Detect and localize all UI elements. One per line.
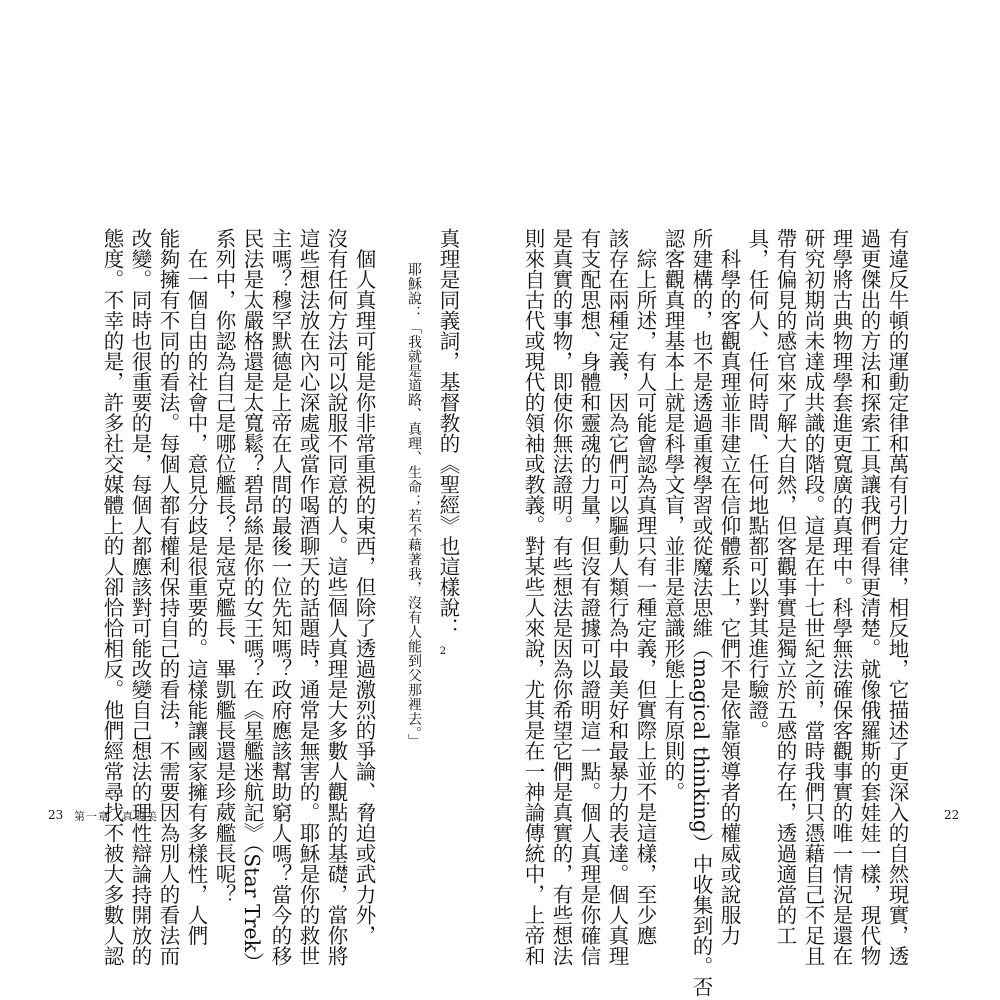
text-column: 該存在兩種定義，因為它們可以驅動人類行為中最美好和最暴力的表達。個人真理	[605, 228, 629, 966]
text-column: 沒有任何方法可以說服不同意的人。這些個人真理是大多數人觀點的基礎，當你將	[324, 228, 348, 966]
text-column: 有支配思想、身體和靈魂的力量，但沒有證據可以證明這一點。個人真理是你確信	[577, 228, 601, 966]
text-column: 過更傑出的方法和探索工具讓我們看得更清楚。就像俄羅斯的套娃娃一樣，現代物	[857, 228, 881, 966]
text-column: 主嗎？穆罕默德是上帝在人間的最後一位先知嗎？政府應該幫助窮人嗎？當今的移	[268, 228, 292, 966]
running-head: 第一章 真與美	[74, 810, 158, 823]
text-column: 這些想法放在內心深處或當作喝酒聊天的話題時，通常是無害的。耶穌是你的救世	[296, 228, 320, 966]
text-column: 改變。同時也很重要的是，每個人都應該對可能改變自己想法的理性辯論持開放的	[128, 228, 152, 966]
page-number: 22	[944, 808, 960, 822]
text-column: 民法是太嚴格還是太寬鬆？碧昂絲是你的女王嗎？在《星艦迷航記》（Star Trek）	[240, 228, 264, 973]
text-column: 所建構的，也不是透過重複學習或從魔法思維（magical thinking）中收集到的。否	[689, 228, 713, 998]
paragraph-heading	[434, 228, 461, 665]
text-column: 則來自古代或現代的領袖或教義。對某些人來說，尤其是在一神論傳統中，上帝和	[521, 228, 545, 966]
heading-text: 真理是同義詞，基督教的《聖經》也這樣說：	[436, 228, 460, 638]
bible-quote: 耶穌說：「我就是道路、真理、生命；若不藉著我，沒有人能到父那裡去。」	[406, 262, 422, 748]
text-column: 帶有偏見的感官來了解大自然，但客觀事實是獨立於五感的存在，透過適當的工	[773, 228, 797, 946]
page-number: 23	[48, 808, 64, 822]
footnote-marker: 2	[439, 646, 447, 657]
text-column: 認客觀真理基本上就是科學文盲，並非是意識形態上有原則的。	[661, 228, 685, 802]
text-column: 態度。不幸的是，許多社交媒體上的人卻恰恰相反。他們經常尋找不被大多數人認	[100, 228, 124, 966]
text-column: 綜上所述，有人可能會認為真理只有一種定義，但實際上並不是這樣，至少應	[633, 228, 657, 946]
text-column: 研究初期尚未達成共識的階段。這是在十七世紀之前，當時我們只憑藉自己不足且	[801, 228, 825, 966]
text-column: 能夠擁有不同的看法。每個人都有權利保持自己的看法，不需要因為別人的看法而	[156, 228, 180, 966]
text-column: 個人真理可能是你非常重視的東西，但除了透過激烈的爭論、脅迫或武力外，	[352, 228, 376, 946]
text-column: 在一個自由的社會中，意見分歧是很重要的。這樣能讓國家擁有多樣性，人們	[184, 228, 208, 946]
text-column: 理學將古典物理學套進更寬廣的真理中。科學無法確保客觀事實的唯一情況是還在	[829, 228, 853, 966]
text-column: 有違反牛頓的運動定律和萬有引力定律，相反地，它描述了更深入的自然現實，透	[885, 228, 909, 966]
right-page	[500, 0, 1000, 1000]
text-column: 具，任何人、任何時間、任何地點都可以對其進行驗證。	[745, 228, 769, 741]
text-column: 是真實的事物，即使你無法證明。有些想法是因為你希望它們是真實的，有些想法	[549, 228, 573, 966]
text-column: 系列中，你認為自己是哪位艦長？是寇克艦長、畢凱艦長還是珍葳艦長呢？	[212, 228, 236, 905]
text-column: 科學的客觀真理並非建立在信仰體系上，它們不是依靠領導者的權威或說服力	[717, 228, 741, 946]
